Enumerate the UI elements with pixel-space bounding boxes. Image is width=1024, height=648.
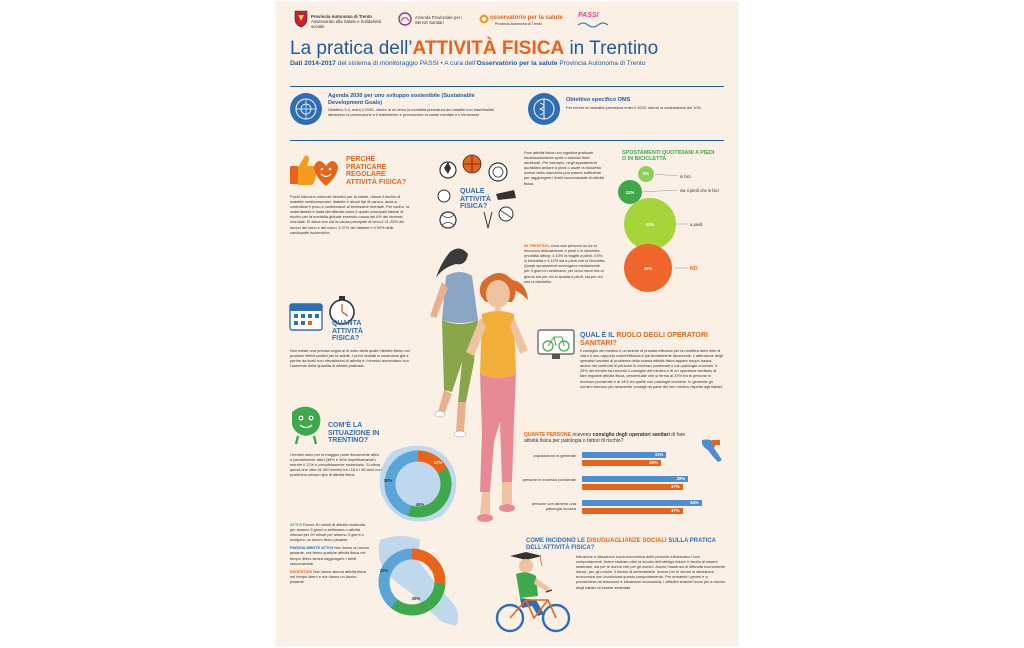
- thumbs-up-heart-icon: [288, 152, 342, 192]
- bar-row-label: persone con almeno una patologia cronica: [531, 501, 576, 511]
- situazione-heading: COM’È LA SITUAZIONE IN TRENTINO?: [328, 422, 380, 444]
- quale-trentino-text: IN TRENTINO, circa due persone su tre si muovono abitualmente a piedi o in bicicletta (mobilità attiva): il 43% fa tragitti a piedi, il 8% in bicicletta e il 12% sia a piedi che in bicicletta. Questi spostamenti avvengono mediamente per 4 giorni in settimana, per circa mezz’ora al giorno sia per chi si sposta a piedi, sia per chi usa la bicicletta.: [524, 243, 606, 284]
- legend-sedentari: SEDENTARI Non fanno alcuna attività fisica nel tempo libero e non fanno un lavoro pesante: [290, 568, 367, 584]
- bar-trentino: 44%: [582, 500, 702, 506]
- bar-trentino: 31%: [582, 452, 666, 458]
- disuguaglianze-heading: COME INCIDONO LE DISUGUAGLIANZE SOCIALI SULLA PRATICA DELL’ATTIVITÀ FISICA?: [526, 538, 716, 551]
- ruolo-heading: QUAL È IL RUOLO DEGLI OPERATORI SANITARI?: [580, 332, 708, 347]
- quanta-heading: QUANTA ATTIVITÀ FISICA?: [332, 320, 363, 342]
- osservatorio-icon: [479, 14, 489, 24]
- provincia-logo: Provincia Autonoma di Trento Assessorato alla Salute e Solidarietà sociale: [294, 10, 384, 32]
- bubble-value: 38%: [643, 266, 653, 271]
- quante-heading: QUANTE PERSONE ricevono consiglio degli operatori sanitari di fare attività fisica per patologia o fattori di rischio?: [524, 432, 686, 444]
- bar-italia: 37%: [582, 508, 683, 514]
- oms-heading: Obiettivo specifico OMS: [566, 97, 631, 103]
- spostamenti-bubbles: [616, 164, 736, 304]
- infographic-sheet: [276, 2, 738, 646]
- apss-logo: Azienda Provinciale per i Servizi Sanitari: [398, 12, 468, 30]
- trentino-mascot-icon: [286, 404, 326, 446]
- quanta-text: Non esiste una precisa soglia al di sotto della quale l’attività fisica non produce effetti positivi per la salute. I primi risultati si osservano già a partire da livelli non elevatissimi di attività e i benefici aumentano con l’aumento della quantità di attività praticata.: [290, 348, 411, 369]
- agenda-text: Obiettivo 3.4, entro il 2030, ridurre di un terzo la mortalità prematura da malattie non trasmissibili attraverso la prevenzione e il trattamento e promuovere la salute mentale e il benessere: [328, 107, 494, 118]
- divider: [290, 86, 724, 87]
- cyclist-graduate-illustration: [492, 548, 576, 636]
- bubble-value: 8%: [642, 171, 650, 176]
- disuguaglianze-text: Istruzione e situazione socio-economica delle persone influenzano i loro comportamenti. Avere studiato oltre la scuola dell’obbligo riduce il rischio di essere sedentari, sia per le donne che per gli uomini. Anche l’assenza di difficoltà economiche riduce, per gli uomini, il rischio di sedentarietà. Invece per le donne la situazione economica non condiziona questo comportamento. Per entrambi i generi e a prescindere da istruzione e situazione economica, i cittadini stranieri sono più a rischio degli italiani di essere sedentari.: [576, 554, 726, 590]
- bar-italia: 29%: [582, 460, 661, 466]
- bubble-label: in bici: [680, 174, 691, 179]
- bar-trentino: 39%: [582, 476, 688, 482]
- perche-text: Pochi riducono notevole benefici per la salute, riduce il rischio di malattie cardiovascolari, diabete e alcuni tipi di cancro, aiuta a controllare il peso e contribuisce al benessere mentale. Per contro, la sedentarietà è stata identificata come il quarto principale fattore di rischio per la mortalità globale essendo causa del 6% dei decessi mondiali. Si stima che sia la causa principale di circa il 21-25% dei tumori del seno e del colon, il 27% del diabete e il 30% delle cardiopatie ischemiche.: [290, 194, 410, 235]
- divider: [290, 140, 724, 141]
- italy-map-donut: [366, 530, 470, 642]
- osservatorio-logo: osservatorio per la salute Provincia Autonoma di Trento: [479, 14, 569, 30]
- bubble-value: 12%: [625, 190, 635, 195]
- who-emblem-icon: [528, 93, 560, 125]
- donut-value-sedentari: 23%: [429, 548, 439, 553]
- donut-value-attivi: 32%: [379, 568, 389, 573]
- quale-text: Fare attività fisica non significa praticare necessariamente sport o esercizi fisici strutturati. Per esempio, negli spostamenti quotidiani andare a piedi o usare la bicicletta invece della macchina può essere sufficiente per raggiungere i livelli raccomandati di attività fisica.: [524, 150, 604, 186]
- trentino-map-donut: [372, 438, 462, 528]
- bar-row-label: popolazione in generale: [533, 453, 576, 458]
- quale-heading: QUALE ATTIVITÀ FISICA?: [460, 188, 491, 210]
- legend-attivi: ATTIVI Fanno 30 minuti di attività moderata per almeno 5 giorni a settimana o attività intensa per 20 minuti per almeno 3 giorni o svolgono un lavoro fisico pesante: [290, 522, 365, 543]
- bubble-label: sia a piedi che in bici: [680, 188, 719, 193]
- legend-parzialmente-attivi: PARZIALMENTE ATTIVI Non fanno un lavoro pesante, ma fanno qualche attività fisica nel tempo libero senza raggiungere i livelli raccomandati: [290, 545, 370, 566]
- oms-text: Per ridurre la mortalità prematura entro il 2025, ridurre la sedentarietà del 10%.: [566, 105, 703, 110]
- passi-wave-icon: [578, 21, 608, 29]
- donut-value-sedentari: 17%: [433, 460, 443, 465]
- coat-of-arms-icon: [294, 10, 308, 28]
- perche-heading: PERCHÉ PRATICARE REGOLARE ATTIVITÀ FISICA?: [346, 156, 407, 186]
- un-emblem-icon: [290, 93, 322, 125]
- doctor-bike-screen-icon: [536, 328, 576, 362]
- spostamenti-heading: SPOSTAMENTI QUOTIDIANI A PIEDI O IN BICICLETTA: [622, 150, 715, 163]
- page-subtitle: Dati 2014-2017 del sistema di monitoraggio PASSI • A cura dell’Osservatorio per la salute Provincia Autonoma di Trento: [290, 60, 646, 67]
- bubble-label: NO: [690, 266, 698, 272]
- situazione-text: I trentini sono per la maggior parte fisicamente attivi o parzialmente attivi (38% e 40% rispettivamente) mentre il 17% è completamente sedentario. Si stima quindi che oltre 81.000 trentini tra i 18 e i 69 anni non pratichino nessun tipo di attività fisica.: [290, 452, 382, 478]
- quante-bar-chart: [522, 448, 722, 526]
- bar-row-label: persone in eccesso ponderale: [522, 477, 576, 482]
- donut-value-parziali: 45%: [415, 502, 425, 507]
- bar-italia: 37%: [582, 484, 683, 490]
- donut-value-attivi: 38%: [383, 478, 393, 483]
- bubble-value: 43%: [645, 222, 655, 227]
- page-title: La pratica dell’ATTIVITÀ FISICA in Trentino: [290, 38, 659, 59]
- passi-logo: PASSI: [576, 12, 616, 32]
- donut-value-parziali: 35%: [411, 596, 421, 601]
- bubble-label: a piedi: [690, 222, 703, 227]
- situazione-legend: [290, 522, 370, 584]
- apss-circle-icon: [398, 12, 412, 26]
- ruolo-text: Il consiglio del medico è un’azione di provata efficacia per la modifica dello stile di vita e il suo rapporto costo/efficacia è particolarmente favorevole. L’attenzione degli operatori sanitari al problema della scarsa attività fisica appare troppo bassa, anche nei confronti di persone in eccesso ponderale o con patologie croniche. Il 29% dei trentini ha ricevuto il consiglio del medico o di un operatore sanitario di fare regolare attività fisica, percentuale che si ferma al 37% tra le persone in eccesso ponderale e al 44% tra quelle con patologie croniche. In generale gli uomini ricevono più raramente consigli da parte del loro medico rispetto agli italiani.: [580, 348, 724, 389]
- agenda-heading: Agenda 2030 per uno sviluppo sostenibile (Sustainable Development Goals): [328, 93, 475, 106]
